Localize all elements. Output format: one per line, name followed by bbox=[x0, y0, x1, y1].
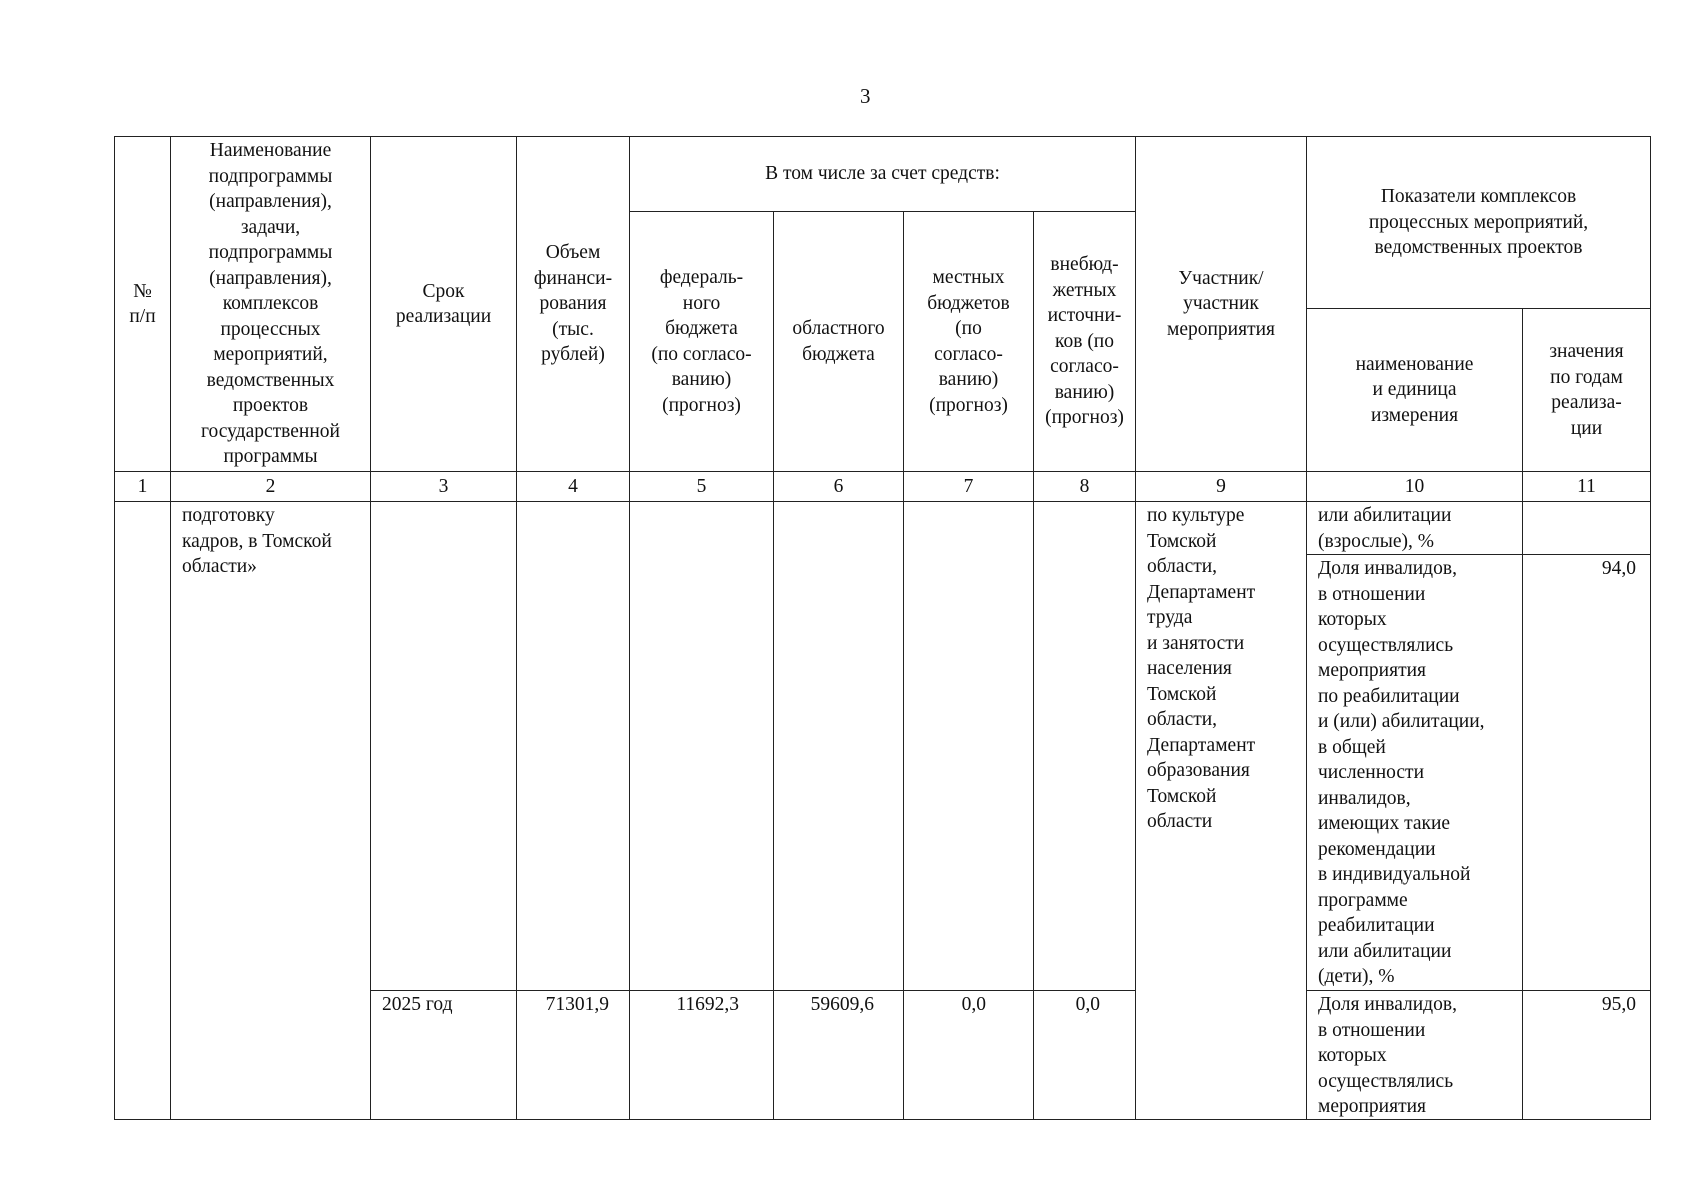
header-local-budgets: местных бюджетов (по согласо- ванию) (прогноз) bbox=[927, 267, 1010, 416]
column-number: 1 bbox=[137, 475, 148, 497]
participant-list: по культуре Томской области, Департамент труда и занятости населения Томской области, Департамент образования Томской области bbox=[1147, 505, 1256, 832]
column-number: 3 bbox=[438, 475, 449, 497]
header-participant: Участник/ участник мероприятия bbox=[1166, 267, 1275, 340]
header-indicator-values: значения по годам реализа- ции bbox=[1549, 341, 1624, 439]
column-number: 7 bbox=[963, 475, 974, 497]
regional-2025: 59609,6 bbox=[810, 994, 874, 1015]
local-2025: 0,0 bbox=[961, 994, 986, 1015]
column-number: 5 bbox=[696, 475, 707, 497]
header-number: № п/п bbox=[129, 280, 156, 327]
column-number: 2 bbox=[265, 475, 276, 497]
column-number: 6 bbox=[833, 475, 844, 497]
page-number: 3 bbox=[860, 84, 871, 108]
header-indicators-group: Показатели комплексов процессных мероприятий, ведомственных проектов bbox=[1368, 186, 1589, 259]
indicator-2025-value: 95,0 bbox=[1601, 994, 1636, 1015]
header-subprogram-name: Наименование подпрограммы (направления), задачи, подпрограммы (направления), комплексов процессных мероприятий, ведомственных проектов государственной программы bbox=[201, 140, 340, 467]
column-number: 9 bbox=[1216, 475, 1226, 497]
header-indicator-name: наименование и единица измерения bbox=[1355, 353, 1474, 426]
indicator-children: Доля инвалидов, в отношении которых осуществлялись мероприятия по реабилитации и (или) абилитации, в общей численности инвалидов, имеющих такие рекомендации в индивидуальной программе реабилитации или абилитации (дети), % bbox=[1318, 558, 1485, 987]
header-extrabudgetary: внебюд- жетных источни- ков (по согласо- ванию) (прогноз) bbox=[1045, 254, 1124, 429]
header-term: Срок реализации bbox=[395, 280, 492, 327]
header-regional-budget: областного бюджета bbox=[792, 318, 885, 365]
column-number: 11 bbox=[1577, 475, 1596, 497]
term-2025: 2025 год bbox=[382, 994, 453, 1015]
header-funding-volume: Объем финанси- рования (тыс. рублей) bbox=[533, 242, 613, 366]
indicator-adults-cont: или абилитации (взрослые), % bbox=[1318, 505, 1452, 552]
column-number: 10 bbox=[1404, 475, 1425, 497]
column-number: 8 bbox=[1079, 475, 1090, 497]
volume-2025: 71301,9 bbox=[545, 994, 609, 1015]
indicator-adults-value bbox=[1523, 503, 1636, 554]
header-federal-budget: федераль- ного бюджета (по согласо- ванию) (прогноз) bbox=[651, 267, 752, 416]
extrabudget-2025: 0,0 bbox=[1075, 994, 1100, 1015]
indicator-2025: Доля инвалидов, в отношении которых осуществлялись мероприятия bbox=[1318, 994, 1457, 1117]
subprogram-name-cont: подготовку кадров, в Томской области» bbox=[182, 505, 332, 577]
column-number: 4 bbox=[568, 475, 578, 497]
header-funding-group: В том числе за счет средств: bbox=[765, 163, 1000, 185]
federal-2025: 11692,3 bbox=[676, 994, 739, 1015]
indicator-children-value: 94,0 bbox=[1601, 558, 1636, 579]
